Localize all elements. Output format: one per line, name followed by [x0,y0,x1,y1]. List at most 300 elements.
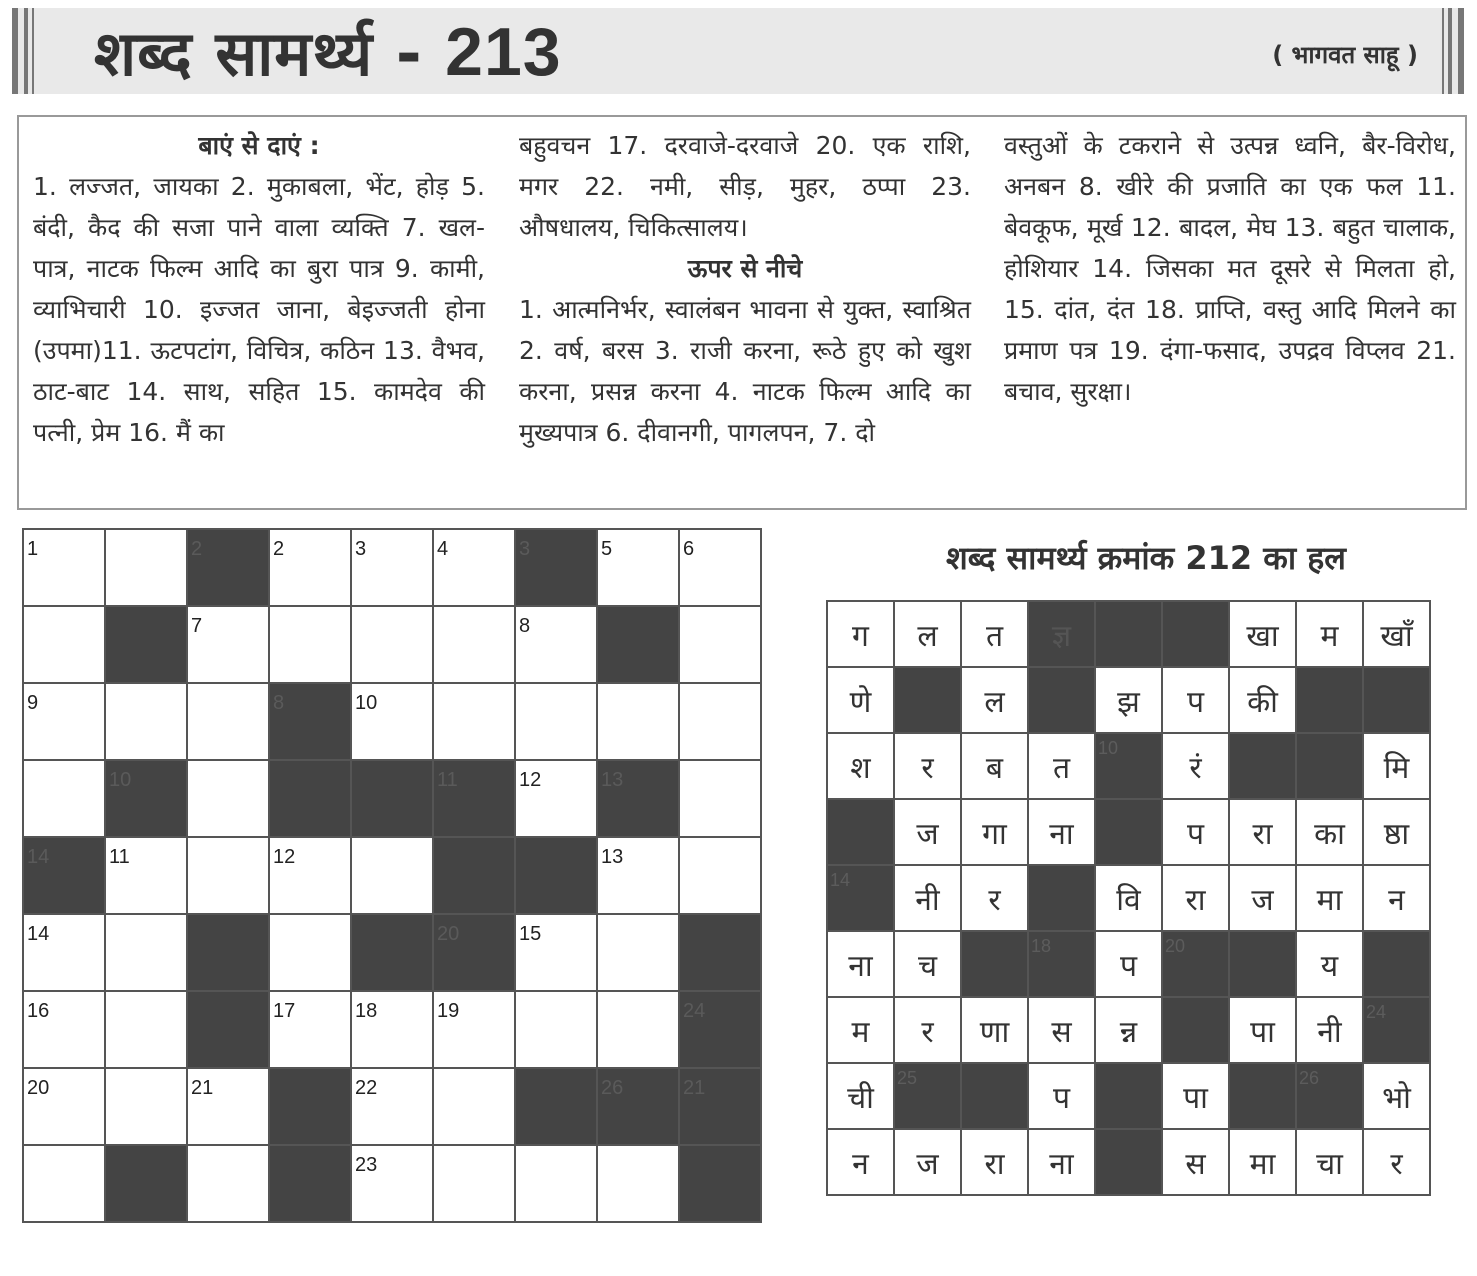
solution-cell [1296,865,1363,931]
clues-column-3 [1004,125,1456,412]
solution-cell-blocked [1229,1063,1296,1129]
solution-letter: मि [1383,750,1410,786]
across-heading: बाएं से दाएं : [198,131,320,160]
solution-row [827,1063,1430,1129]
solution-letter: च [917,948,938,984]
solution-cell [1363,733,1430,799]
solution-letter: न [1388,882,1405,918]
solution-cell-blocked [894,667,961,733]
grid-cell[interactable] [269,837,351,914]
grid-cell-blocked [433,837,515,914]
solution-letter: ज [916,816,939,852]
grid-cell[interactable] [187,837,269,914]
grid-cell[interactable] [515,991,597,1068]
header-left-bar [12,8,18,94]
cell-number: 22 [355,1077,378,1099]
solution-cell-blocked [1028,931,1095,997]
solution-title: शब्द सामर्थ्य क्रमांक 212 का हल [945,539,1346,577]
grid-cell-blocked [269,1145,351,1222]
across-clues-part-1: 1. लज्जत, जायका 2. मुकाबला, भेंट, होड़ 5. बंदी, कैद की सजा पाने वाला व्यक्ति 7. खल-पात्र, नाटक फिल्म आदि का बुरा पात्र 9. कामी, व्याभिचारी 10. इज्जत जाना, बेइज्जती होना (उपमा)11. ऊटपटांग, विचित्र, कठिन 13. वैभव, ठाट-बाट 14. साथ, सहित 15. कामदेव की पत्नी, प्रेम 16. मैं का [33,172,485,447]
solution-cell-blocked [1028,667,1095,733]
grid-row [23,760,761,837]
solution-letter: गा [982,816,1007,852]
grid-cell-blocked [105,760,187,837]
solution-cell-blocked [961,931,1028,997]
solution-cell [1296,931,1363,997]
solution-row [827,667,1430,733]
cell-number: 14 [27,923,50,945]
header-right-bar-thin [1448,8,1452,94]
cell-number: 2 [273,538,285,560]
solution-letter: का [1314,816,1345,852]
grid-cell-blocked [679,991,761,1068]
clues-column-1 [33,125,485,453]
grid-cell[interactable] [351,606,433,683]
grid-cell-blocked [269,760,351,837]
solution-letter: मा [1316,882,1343,918]
solution-cell [1162,799,1229,865]
solution-row [827,865,1430,931]
grid-cell-blocked [597,760,679,837]
solution-cell [1162,1063,1229,1129]
solution-cell [894,601,961,667]
grid-row [23,683,761,760]
grid-cell[interactable] [679,529,761,606]
solution-cell [1028,799,1095,865]
grid-cell-blocked [679,1145,761,1222]
cell-number: 11 [109,846,130,868]
cell-number: 4 [437,538,449,560]
solution-cell [1162,1129,1229,1195]
solution-letter: प [1186,816,1205,852]
cell-number: 21 [191,1077,214,1099]
grid-cell-blocked [433,760,515,837]
solution-row [827,1129,1430,1195]
cell-number: 8 [273,692,285,714]
grid-cell[interactable] [597,914,679,991]
solution-letter: ना [1049,816,1074,852]
grid-cell[interactable] [23,529,105,606]
cell-number: 7 [191,615,203,637]
solution-letter: पा [1250,1014,1275,1050]
grid-cell[interactable] [187,606,269,683]
cell-number: 16 [27,1000,50,1022]
solution-letter: रा [984,1146,1005,1182]
cell-number: 24 [683,1000,706,1022]
grid-cell[interactable] [105,529,187,606]
grid-cell[interactable] [351,1068,433,1145]
solution-cell [827,667,894,733]
solution-cell [1296,799,1363,865]
solution-cell-blocked [1296,667,1363,733]
solution-letter: नी [1317,1014,1342,1050]
solution-cell [894,733,961,799]
solution-letter: खाँ [1380,618,1413,654]
grid-cell[interactable] [23,760,105,837]
grid-cell[interactable] [515,914,597,991]
solution-letter: णा [979,1014,1010,1050]
solution-cell [1363,1063,1430,1129]
solution-cell [827,931,894,997]
solution-cell-number: 26 [1299,1068,1320,1088]
header-left-bar-hair [32,8,34,94]
grid-cell[interactable] [515,1145,597,1222]
cell-number: 26 [601,1077,624,1099]
down-clues-part-2: वस्तुओं के टकराने से उत्पन्न ध्वनि, बैर-विरोध, अनबन 8. खीरे की प्रजाति का एक फल 11. बेवकूफ, मूर्ख 12. बादल, मेघ 13. बहुत चालाक, होशियार 14. जिसका मत दूसरे से मिलता हो, 15. दांत, दंत 18. प्राप्ति, वस्तु आदि मिलने का प्रमाण पत्र 19. दंगा-फसाद, उपद्रव विप्लव 21. बचाव, सुरक्षा। [1004,131,1456,406]
solution-letter: नी [915,882,940,918]
cell-number: 6 [683,538,695,560]
grid-cell[interactable] [679,683,761,760]
solution-letter: र [921,750,934,786]
solution-letter: प [1186,684,1205,720]
solution-letter: ची [847,1080,874,1116]
solution-letter: श [850,750,871,786]
grid-cell[interactable] [187,683,269,760]
page-title-text: शब्द सामर्थ्य - [94,17,446,90]
grid-cell[interactable] [433,991,515,1068]
grid-cell[interactable] [433,529,515,606]
solution-cell [1229,1129,1296,1195]
cell-number: 9 [27,692,39,714]
solution-row [827,997,1430,1063]
down-heading: ऊपर से नीचे [687,254,803,283]
grid-cell[interactable] [597,1145,679,1222]
grid-cell[interactable] [433,606,515,683]
grid-cell[interactable] [433,1145,515,1222]
solution-letter: न्न [1119,1014,1138,1050]
solution-cell [1162,733,1229,799]
solution-letter: ज [916,1146,939,1182]
grid-row [23,914,761,991]
grid-cell-blocked [269,683,351,760]
solution-cell-blocked [1162,601,1229,667]
cell-number: 20 [437,923,460,945]
grid-cell[interactable] [515,683,597,760]
grid-cell[interactable] [597,991,679,1068]
solution-cell-blocked [1229,931,1296,997]
grid-cell[interactable] [105,837,187,914]
solution-cell-blocked [961,1063,1028,1129]
solution-cell-number: 24 [1366,1002,1387,1022]
cell-number: 8 [519,615,531,637]
grid-cell[interactable] [351,529,433,606]
solution-letter: खा [1246,618,1279,654]
solution-letter: र [1390,1146,1403,1182]
grid-row [23,991,761,1068]
cell-number: 3 [519,538,531,560]
clues-column-2 [519,125,971,453]
solution-row [827,931,1430,997]
solution-cell [961,865,1028,931]
grid-cell[interactable] [23,683,105,760]
grid-cell-blocked [269,1068,351,1145]
header-banner [12,8,1464,94]
solution-row [827,601,1430,667]
solution-cell [1095,997,1162,1063]
solution-letter: रा [1185,882,1206,918]
grid-cell[interactable] [269,991,351,1068]
across-clues-part-2: बहुवचन 17. दरवाजे-दरवाजे 20. एक राशि, मगर 22. नमी, सीड़, मुहर, ठप्पा 23. औषधालय, चिकित्सालय। [519,131,971,242]
solution-cell-blocked [1028,601,1095,667]
cell-number: 20 [27,1077,50,1099]
grid-cell[interactable] [351,837,433,914]
grid-cell-blocked [597,606,679,683]
solution-cell-blocked [1363,931,1430,997]
grid-row [23,1068,761,1145]
solution-cell-blocked [894,1063,961,1129]
solution-cell [961,667,1028,733]
solution-cell [961,799,1028,865]
page-title [94,10,562,96]
grid-cell[interactable] [187,1068,269,1145]
cell-number: 13 [601,846,624,868]
grid-cell-blocked [679,914,761,991]
grid-row [23,837,761,914]
grid-cell[interactable] [433,683,515,760]
cell-number: 12 [273,846,296,868]
solution-cell-number: 14 [830,870,851,890]
solution-cell [894,997,961,1063]
solution-cell [827,601,894,667]
solution-letter: म [851,1014,870,1050]
solution-letter: ज्ञ [1051,618,1072,654]
grid-cell[interactable] [351,991,433,1068]
grid-cell[interactable] [187,1145,269,1222]
grid-cell[interactable] [105,1068,187,1145]
grid-cell-blocked [23,837,105,914]
solution-letter: भो [1382,1080,1411,1116]
grid-cell-blocked [187,529,269,606]
solution-cell [1095,667,1162,733]
cell-number: 10 [109,769,132,791]
solution-letter: ना [848,948,873,984]
solution-letter: की [1247,684,1278,720]
cell-number: 14 [27,846,50,868]
solution-cell [1296,1129,1363,1195]
grid-cell-blocked [679,1068,761,1145]
solution-cell [1229,601,1296,667]
solution-letter: स [1185,1146,1206,1182]
solution-cell [1363,865,1430,931]
solution-cell [1296,997,1363,1063]
down-clues-part-1: 1. आत्मनिर्भर, स्वालंबन भावना से युक्त, स्वाश्रित 2. वर्ष, बरस 3. राजी करना, रूठे हुए को खुश करना, प्रसन्न करना 4. नाटक फिल्म आदि का मुख्यपात्र 6. दीवानगी, पागलपन, 7. दो [519,295,971,447]
solution-letter: ज [1251,882,1274,918]
solution-letter: ल [984,684,1005,720]
solution-grid [826,600,1431,1196]
solution-letter: न [852,1146,869,1182]
grid-cell[interactable] [679,760,761,837]
cell-number: 23 [355,1154,378,1176]
solution-cell-blocked [1095,1129,1162,1195]
solution-row [827,799,1430,865]
crossword-grid [22,528,762,1223]
solution-cell-blocked [1363,667,1430,733]
grid-cell[interactable] [597,683,679,760]
grid-cell[interactable] [351,1145,433,1222]
cell-number: 18 [355,1000,378,1022]
solution-cell [1363,1129,1430,1195]
solution-letter: र [921,1014,934,1050]
cell-number: 12 [519,769,542,791]
solution-letter: ष्ठा [1383,816,1410,852]
solution-cell [1095,865,1162,931]
grid-cell-blocked [515,1068,597,1145]
grid-cell[interactable] [23,1145,105,1222]
grid-cell[interactable] [269,914,351,991]
solution-letter: ब [985,750,1004,786]
grid-cell[interactable] [187,760,269,837]
solution-cell [1229,799,1296,865]
grid-cell-blocked [351,760,433,837]
grid-cell[interactable] [23,1068,105,1145]
grid-cell[interactable] [351,683,433,760]
solution-letter: पा [1183,1080,1208,1116]
grid-row [23,1145,761,1222]
solution-cell-number: 10 [1098,738,1119,758]
clues-panel [17,115,1467,510]
header-left-bar-thin [24,8,28,94]
solution-cell-blocked [1028,865,1095,931]
solution-cell [961,997,1028,1063]
solution-cell [894,1129,961,1195]
cell-number: 21 [683,1077,706,1099]
solution-cell-blocked [1095,601,1162,667]
cell-number: 2 [191,538,203,560]
author-name: ( भागवत साहू ) [1272,41,1418,69]
solution-cell [961,733,1028,799]
solution-letter: मा [1249,1146,1276,1182]
solution-letter: झ [1117,684,1140,720]
solution-cell [1296,601,1363,667]
solution-letter: रं [1189,750,1202,786]
solution-letter: ल [917,618,938,654]
solution-cell [1028,1129,1095,1195]
grid-cell-blocked [351,914,433,991]
solution-cell-number: 18 [1031,936,1052,956]
solution-letter: त [985,618,1004,654]
grid-cell-blocked [105,606,187,683]
solution-letter: ग [852,618,869,654]
grid-cell[interactable] [105,991,187,1068]
grid-row [23,529,761,606]
solution-letter: प [1052,1080,1071,1116]
grid-cell[interactable] [597,837,679,914]
solution-letter: चा [1316,1146,1343,1182]
solution-letter: ना [1049,1146,1074,1182]
grid-cell[interactable] [515,760,597,837]
solution-cell [1363,601,1430,667]
grid-cell-blocked [105,1145,187,1222]
cell-number: 13 [601,769,624,791]
grid-cell[interactable] [269,529,351,606]
solution-cell-blocked [1162,997,1229,1063]
solution-cell [1229,667,1296,733]
solution-cell-blocked [1095,1063,1162,1129]
cell-number: 19 [437,1000,460,1022]
grid-cell[interactable] [597,529,679,606]
solution-cell-number: 25 [897,1068,918,1088]
grid-cell[interactable] [515,606,597,683]
page-title-number: 213 [445,14,562,90]
solution-cell [827,997,894,1063]
header-right-bar-hair [1442,8,1444,94]
cell-number: 1 [27,538,39,560]
solution-letter: स [1051,1014,1072,1050]
solution-cell-blocked [1296,1063,1363,1129]
solution-cell-blocked [1095,733,1162,799]
solution-cell [1095,931,1162,997]
solution-letter: य [1320,948,1339,984]
grid-cell[interactable] [433,1068,515,1145]
grid-cell[interactable] [105,914,187,991]
cell-number: 5 [601,538,613,560]
solution-row [827,733,1430,799]
solution-cell [1028,997,1095,1063]
grid-cell-blocked [187,991,269,1068]
solution-cell-blocked [1296,733,1363,799]
solution-cell [961,1129,1028,1195]
solution-cell [1162,865,1229,931]
solution-letter: रा [1252,816,1273,852]
cell-number: 11 [437,769,458,791]
solution-letter: र [988,882,1001,918]
solution-cell-blocked [1363,997,1430,1063]
solution-cell [1028,1063,1095,1129]
header-right-bar [1458,8,1464,94]
solution-letter: प [1119,948,1138,984]
cell-number: 3 [355,538,367,560]
cell-number: 10 [355,692,378,714]
solution-cell [827,1129,894,1195]
solution-cell-blocked [1229,733,1296,799]
grid-cell[interactable] [23,606,105,683]
cell-number: 17 [273,1000,296,1022]
solution-cell [894,799,961,865]
cell-number: 15 [519,923,542,945]
grid-cell[interactable] [269,606,351,683]
solution-cell [961,601,1028,667]
solution-cell [894,865,961,931]
solution-letter: म [1320,618,1339,654]
solution-cell-blocked [1095,799,1162,865]
solution-letter: णे [849,684,872,720]
solution-cell [1229,865,1296,931]
grid-cell[interactable] [679,837,761,914]
solution-letter: वि [1116,882,1141,918]
solution-cell [827,733,894,799]
solution-cell [1363,799,1430,865]
grid-cell[interactable] [23,914,105,991]
solution-cell-blocked [1162,931,1229,997]
solution-letter: त [1052,750,1071,786]
grid-cell[interactable] [679,606,761,683]
solution-cell [1162,667,1229,733]
solution-cell [894,931,961,997]
solution-cell [1028,733,1095,799]
grid-cell-blocked [597,1068,679,1145]
solution-cell [827,1063,894,1129]
grid-row [23,606,761,683]
solution-cell-blocked [827,865,894,931]
grid-cell-blocked [515,529,597,606]
solution-cell-number: 20 [1165,936,1186,956]
grid-cell[interactable] [23,991,105,1068]
grid-cell-blocked [515,837,597,914]
grid-cell-blocked [187,914,269,991]
solution-cell-blocked [827,799,894,865]
solution-cell [1229,997,1296,1063]
grid-cell[interactable] [105,683,187,760]
